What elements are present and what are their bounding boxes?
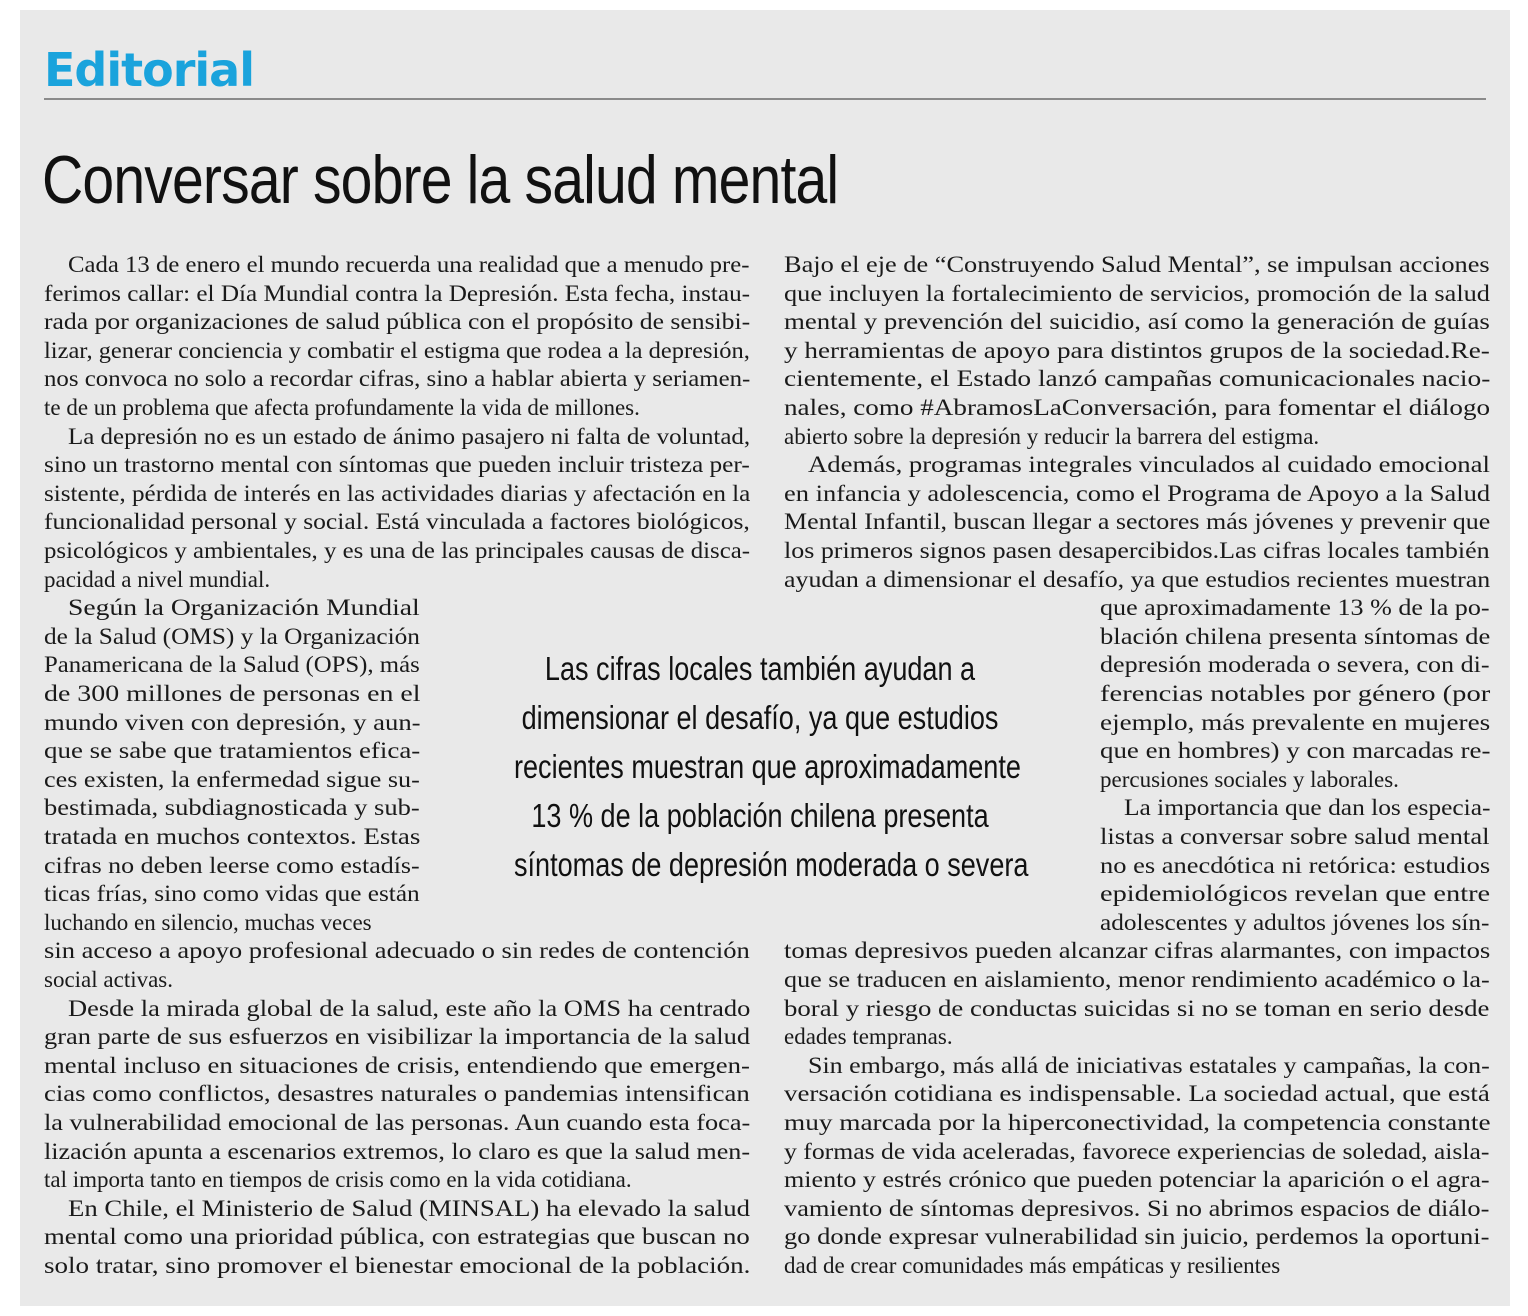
body-line: La depresión no es un estado de ánimo pasajero ni falta de voluntad,: [68, 423, 751, 449]
body-line: bestimada, subdiagnosticada y sub-: [44, 795, 420, 821]
body-line: percusiones sociales y laborales.: [1100, 766, 1399, 792]
body-line: cientemente, el Estado lanzó campañas comunicacionales nacio-: [784, 366, 1491, 392]
body-line: ticas frías, sino como vidas que están: [44, 881, 420, 907]
body-line: adolescentes y adultos jóvenes los sín-: [1100, 909, 1490, 935]
body-line: solo tratar, sino promover el bienestar emocional de la población.: [44, 1253, 751, 1278]
body-line: funcionalidad personal y social. Está vinculada a factores biológicos,: [44, 509, 750, 535]
body-line: tratada en muchos contextos. Estas: [44, 824, 421, 849]
body-line: mental como una prioridad pública, con estrategias que buscan no: [44, 1224, 750, 1250]
body-line: Bajo el eje de “Construyendo Salud Mental”, se impulsan acciones: [784, 252, 1490, 277]
body-line: sistente, pérdida de interés en las actividades diarias y afectación en la: [44, 480, 751, 506]
body-line: lizar, generar conciencia y combatir el estigma que rodea a la depresión,: [44, 337, 750, 363]
body-line: Sin embargo, más allá de iniciativas estatales y campañas, la con-: [808, 1052, 1490, 1078]
body-line: depresión moderada o severa, con di-: [1100, 652, 1490, 678]
body-line: La importancia que dan los especia-: [1124, 795, 1491, 821]
body-line: epidemiológicos revelan que entre: [1100, 881, 1491, 907]
body-line: los primeros signos pasen desapercibidos.Las cifras locales también: [784, 538, 1490, 563]
body-line: pacidad a nivel mundial.: [44, 566, 271, 592]
pull-quote-line: síntomas de depresión moderada o severa: [514, 846, 1029, 883]
body-line: nales, como #AbramosLaConversación, para fomentar el diálogo: [784, 395, 1491, 420]
body-line: social activas.: [44, 967, 174, 992]
body-line: que en hombres) y con marcadas re-: [1100, 738, 1491, 764]
body-line: boral y riesgo de conductas suicidas si no se toman en serio desde: [784, 995, 1490, 1021]
pull-quote-line: Las cifras locales también ayudan a: [544, 650, 976, 687]
body-line: en infancia y adolescencia, como el Programa de Apoyo a la Salud: [784, 480, 1491, 506]
body-line: dad de crear comunidades más empáticas y resilientes: [784, 1253, 1281, 1278]
body-line: de la Salud (OMS) y la Organización: [44, 623, 420, 649]
body-line: ejemplo, más prevalente en mujeres: [1100, 709, 1491, 735]
body-line: muy marcada por la hiperconectividad, la competencia constante: [784, 1110, 1491, 1135]
body-line: rada por organizaciones de salud pública con el propósito de sensibi-: [44, 309, 751, 335]
body-line: cifras no deben leerse como estadís-: [44, 852, 420, 878]
body-line: Además, programas integrales vinculados al cuidado emocional: [808, 452, 1490, 478]
body-line: mundo viven con depresión, y aun-: [44, 709, 421, 735]
body-line: abierto sobre la depresión y reducir la barrera del estigma.: [784, 423, 1320, 449]
body-line: lización apunta a escenarios extremos, lo claro es que la salud men-: [44, 1138, 751, 1164]
body-line: mental incluso en situaciones de crisis, entendiendo que emergen-: [44, 1052, 750, 1078]
body-line: miento y estrés crónico que pueden potenciar la aparición o el agra-: [784, 1167, 1490, 1193]
body-line: te de un problema que afecta profundamente la vida de millones.: [44, 395, 640, 420]
header-rule: [44, 98, 1486, 100]
pull-quote-line: 13 % de la población chilena presenta: [531, 797, 989, 834]
section-label: Editorial: [44, 43, 254, 97]
body-line: psicológicos y ambientales, y es una de las principales causas de disca-: [44, 538, 751, 563]
headline: Conversar sobre la salud mental: [42, 142, 839, 218]
body-line: que aproximadamente 13 % de la po-: [1100, 595, 1490, 621]
body-line: En Chile, el Ministerio de Salud (MINSAL) ha elevado la salud: [68, 1195, 751, 1221]
pull-quote-line: dimensionar el desafío, ya que estudios: [521, 699, 999, 736]
body-line: gran parte de sus esfuerzos en visibilizar la importancia de la salud: [44, 1024, 751, 1050]
body-line: que se sabe que tratamientos efica-: [44, 738, 421, 764]
body-line: nos convoca no solo a recordar cifras, sino a hablar abierta y seriamen-: [44, 366, 751, 392]
body-line: sino un trastorno mental con síntomas que pueden incluir tristeza per-: [44, 452, 750, 478]
body-line: Cada 13 de enero el mundo recuerda una realidad que a menudo pre-: [68, 252, 750, 277]
body-line: versación cotidiana es indispensable. La sociedad actual, que está: [784, 1081, 1490, 1107]
body-line: edades tempranas.: [784, 1024, 953, 1050]
body-line: vamiento de síntomas depresivos. Si no abrimos espacios de diálo-: [784, 1195, 1490, 1221]
body-line: la vulnerabilidad emocional de las personas. Aun cuando esta foca-: [44, 1110, 751, 1135]
body-line: y formas de vida aceleradas, favorece experiencias de soledad, aisla-: [784, 1138, 1490, 1164]
body-line: ferencias notables por género (por: [1100, 681, 1491, 706]
body-line: tal importa tanto en tiempos de crisis como en la vida cotidiana.: [44, 1167, 632, 1193]
body-line: go donde expresar vulnerabilidad sin juicio, perdemos la oportuni-: [784, 1224, 1490, 1250]
body-line: no es anecdótica ni retórica: estudios: [1100, 852, 1491, 878]
body-line: cias como conflictos, desastres naturales o pandemias intensifican: [44, 1081, 750, 1107]
body-line: Desde la mirada global de la salud, este año la OMS ha centrado: [68, 995, 751, 1021]
body-line: y herramientas de apoyo para distintos grupos de la sociedad.Re-: [784, 337, 1490, 363]
body-line: sin acceso a apoyo profesional adecuado o sin redes de contención: [44, 938, 750, 964]
body-line: ferimos callar: el Día Mundial contra la Depresión. Esta fecha, instau-: [44, 280, 751, 306]
body-line: Mental Infantil, buscan llegar a sectores más jóvenes y prevenir que: [784, 509, 1491, 535]
body-line: listas a conversar sobre salud mental: [1100, 824, 1490, 849]
body-line: de 300 millones de personas en el: [44, 681, 421, 706]
body-line: Panamericana de la Salud (OPS), más: [44, 652, 420, 678]
body-line: ayudan a dimensionar el desafío, ya que estudios recientes muestran: [784, 566, 1491, 592]
editorial-page: [20, 10, 1510, 1306]
body-line: ces existen, la enfermedad sigue su-: [44, 766, 420, 792]
body-line: Según la Organización Mundial: [68, 595, 420, 621]
body-line: blación chilena presenta síntomas de: [1100, 623, 1491, 649]
body-line: que incluyen la fortalecimiento de servicios, promoción de la salud: [784, 280, 1490, 306]
body-line: tomas depresivos pueden alcanzar cifras alarmantes, con impactos: [784, 938, 1491, 964]
body-line: que se traducen en aislamiento, menor rendimiento académico o la-: [784, 967, 1490, 992]
body-line: mental y prevención del suicidio, así como la generación de guías: [784, 309, 1490, 335]
body-line: luchando en silencio, muchas veces: [44, 909, 372, 935]
pull-quote-line: recientes muestran que aproximadamente: [514, 748, 1021, 785]
